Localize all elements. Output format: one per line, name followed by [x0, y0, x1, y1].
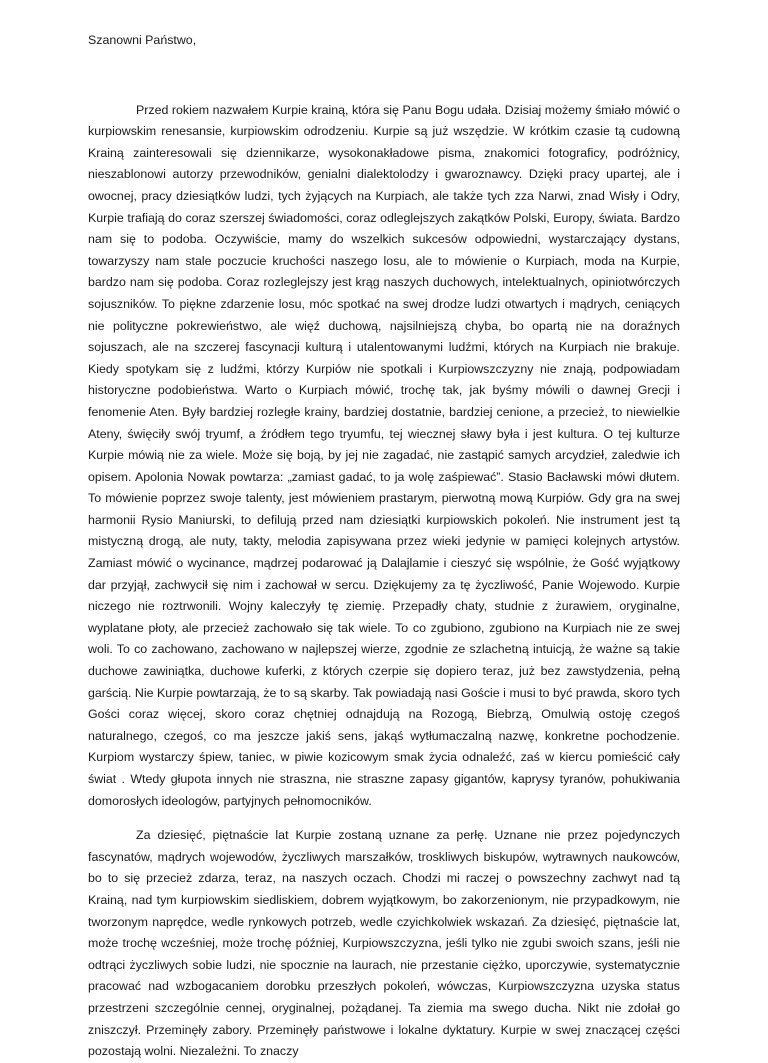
letter-greeting: Szanowni Państwo,: [88, 33, 197, 47]
letter-paragraph-1: Przed rokiem nazwałem Kurpie krainą, która się Panu Bogu udała. Dzisiaj możemy śmiało mówić o kurpiowskim renesansie, kurpiowskim odrodzeniu. Kurpie są już wszędzie. W krótkim czasie tą cudowną Krainą zainteresowali się dziennikarze, wysokonakładowe pisma, znakomici fotograficy, podróżnicy, nieszablonowi autorzy przewodników, genialni dialektolodzy i gwaroznawcy. Dzięki pracy upartej, ale i owocnej, pracy dziesiątków ludzi, tych żyjących na Kurpiach, ale także tych zza Narwi, znad Wisły i Odry, Kurpie trafiają do coraz szerszej świadomości, coraz odleglejszych zakątków Polski, Europy, świata. Bardzo nam się to podoba. Oczywiście, mamy do wszelkich sukcesów odpowiedni, wystarczający dystans, towarzyszy nam stale poczucie kruchości naszego losu, ale to mówienie o Kurpiach, moda na Kurpie, bardzo nam się podoba. Coraz rozleglejszy jest krąg naszych duchowych, intelektualnych, opiniotwórczych sojuszników. To piękne zdarzenie losu, móc spotkać na swej drodze ludzi otwartych i mądrych, ceniących nie polityczne pokrewieństwo, ale więź duchową, najsilniejszą chyba, bo opartą nie na doraźnych sojuszach, ale na szczerej fascynacji kulturą i utalentowanymi ludźmi, których na Kurpiach nie brakuje. Kiedy spotykam się z ludźmi, którzy Kurpiów nie spotkali i Kurpiowszczyzny nie znają, podpowiadam historyczne podobieństwa. Warto o Kurpiach mówić, trochę tak, jak byśmy mówili o dawnej Grecji i fenomenie Aten. Były bardziej rozległe krainy, bardziej dostatnie, bardziej cenione, a przecież, to niewielkie Ateny, święciły swój tryumf, a źródłem tego tryumfu, tej wiecznej sławy była i jest kultura. O tej kulturze Kurpie mówią nie za wiele. Może się boją, by jej nie zagadać, nie zastąpić samych arcydzieł, zaledwie ich opisem. Apolonia Nowak powtarza: „zamiast gadać, to ja wolę zaśpiewać”. Stasio Bacławski mówi dłutem. To mówienie poprzez swoje talenty, jest mówieniem prastarym, pierwotną mową Kurpiów. Gdy gra na swej harmonii Rysio Maniurski, to defilują przed nam dziesiątki kurpiowskich pokoleń. Nie instrument jest tą mistyczną drogą, ale nuty, takty, melodia zapisywana przez wieki jedynie w pamięci kolejnych artystów. Zamiast mówić o wycinance, mądrzej podarować ją Dalajlamie i cieszyć się wspólnie, że Gość wyjątkowy dar przyjął, zachwycił się nim i zachował w sercu. Dziękujemy za tę życzliwość, Panie Wojewodo. Kurpie niczego nie roztrwonili. Wojny kaleczyły tę ziemię. Przepadły chaty, studnie z żurawiem, oryginalne, wyplatane płoty, ale przecież zachowało się tak wiele. To co zgubiono, zgubiono na Kurpiach nie ze swej woli. To co zachowano, zachowano w najlepszej wierze, zgodnie ze szlachetną intuicją, że ważne są takie duchowe zawiniątka, duchowe kuferki, z których czerpie się dopiero teraz, już bez zawstydzenia, pełną garścią. Nie Kurpie powtarzają, że to są skarby. Tak powiadają nasi Goście i musi to być prawda, skoro tych Gości coraz więcej, skoro coraz chętniej odnajdują na Rozogą, Biebrzą, Omulwią ostoję czegoś naturalnego, czegoś, co ma jeszcze jakiś sens, jakąś wytłumaczalną nazwę, konkretne pochodzenie. Kurpiom wystarczy śpiew, taniec, w piwie kozicowym smak życia odnaleźć, zaś w kiercu pomieścić cały świat . Wtedy głupota innych nie straszna, nie straszne zapasy gigantów, kaprysy tyranów, pohukiwania domorosłych ideologów, partyjnych pełnomocników.: [88, 102, 680, 808]
letter-paragraph-2: Za dziesięć, piętnaście lat Kurpie zostaną uznane za perłę. Uznane nie przez pojedynczych fascynatów, mądrych wojewodów, życzliwych marszałków, troskliwych biskupów, wytrawnych naukowców, bo to się przecież zdarza, teraz, na naszych oczach. Chodzi mi raczej o powszechny zachwyt nad tą Krainą, nad tym kurpiowskim siedliskiem, dobrem wyjątkowym, bo zakorzenionym, nie przypadkowym, nie tworzonym naprędce, wedle rynkowych potrzeb, wedle czyichkolwiek wskazań. Za dziesięć, piętnaście lat, może trochę wcześniej, może trochę później, Kurpiowszczyzna, jeśli tylko nie zgubi swoich szans, jeśli nie odtrąci życzliwych sobie ludzi, nie spocznie na laurach, nie przestanie ciężko, uporczywie, systematycznie pracować nad wzbogacaniem dorobku przeszłych pokoleń, wówczas, Kurpiowszczyzna uzyska status przestrzeni szczególnie cennej, oryginalnej, pożądanej. Ta ziemia ma swego ducha. Nikt nie zdołał go zniszczył. Przeminęły zabory. Przeminęły państwowe i lokalne dyktatury. Kurpie w swej znaczącej części pozostają wolni. Niezależni. To znaczy: [88, 828, 680, 1059]
